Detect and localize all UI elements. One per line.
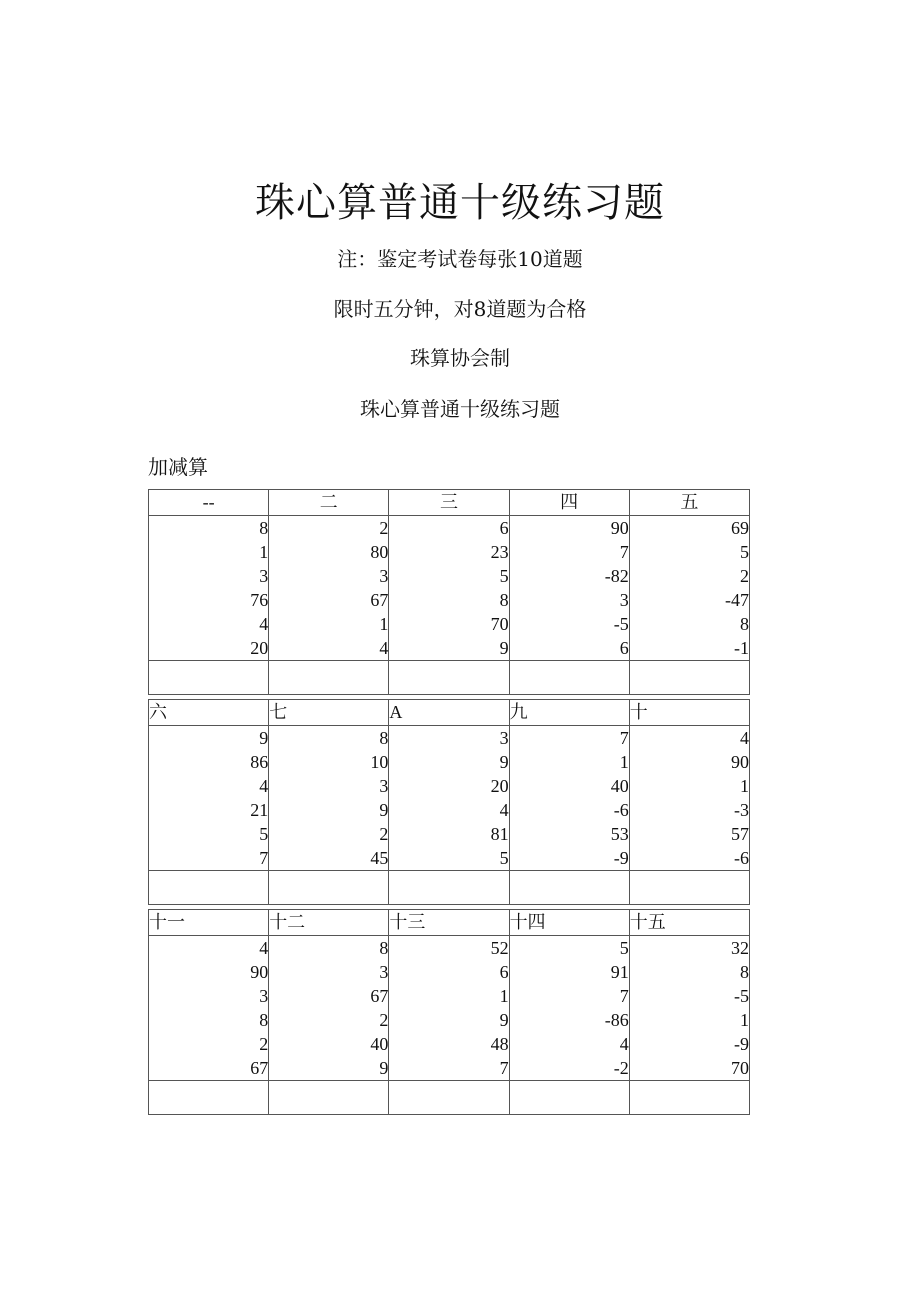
note-line-2: 限时五分钟，对8道题为合格 [333,297,587,321]
operand-cell: 3 [149,564,269,588]
operand-cell: 4 [149,774,269,798]
problem-number: 十 [629,700,749,726]
answer-cell[interactable] [269,1081,389,1115]
operand-cell: -82 [509,564,629,588]
problem-number: 三 [389,490,509,516]
operand-cell: 3 [269,564,389,588]
problem-number: 十四 [509,910,629,936]
operand-cell: 8 [149,516,269,541]
table-row [149,1032,750,1056]
answer-row [149,871,750,905]
operand-cell: 23 [389,540,509,564]
operand-cell: 7 [509,984,629,1008]
operand-cell: 2 [149,1032,269,1056]
operand-cell: 3 [269,960,389,984]
operand-cell: 6 [389,960,509,984]
operand-cell: 9 [269,1056,389,1081]
operand-cell: 9 [389,636,509,661]
operand-cell: 6 [389,516,509,541]
operand-cell: 7 [509,726,629,751]
operand-cell: 3 [149,984,269,1008]
operand-cell: 5 [149,822,269,846]
operand-cell: 6 [509,636,629,661]
operand-cell: -5 [629,984,749,1008]
note-line-3: 珠算协会制 [410,346,510,370]
operand-cell: 81 [389,822,509,846]
operand-cell: 2 [269,1008,389,1032]
operand-cell: 45 [269,846,389,871]
operand-cell: 4 [149,612,269,636]
answer-cell[interactable] [629,661,749,695]
operand-cell: 4 [269,636,389,661]
problem-number: 九 [509,700,629,726]
table-row [149,516,750,541]
operand-cell: 40 [269,1032,389,1056]
operand-cell: 67 [149,1056,269,1081]
operand-cell: 3 [389,726,509,751]
operand-cell: -9 [629,1032,749,1056]
operand-cell: 9 [269,798,389,822]
operand-cell: -5 [509,612,629,636]
operand-cell: -9 [509,846,629,871]
table-row [149,798,750,822]
table-row [149,822,750,846]
table-row [149,750,750,774]
answer-row [149,1081,750,1115]
operand-cell: 70 [389,612,509,636]
problem-number: 七 [269,700,389,726]
table-row [149,636,750,661]
problem-number: -- [149,490,269,516]
operand-cell: 53 [509,822,629,846]
block-header-row [149,910,750,936]
operand-cell: 32 [629,936,749,961]
operand-cell: 2 [629,564,749,588]
answer-cell[interactable] [389,661,509,695]
operand-cell: 7 [389,1056,509,1081]
answer-cell[interactable] [389,1081,509,1115]
answer-row [149,661,750,695]
operand-cell: 1 [389,984,509,1008]
operand-cell: 3 [509,588,629,612]
operand-cell: 8 [389,588,509,612]
operand-cell: 2 [269,516,389,541]
problem-number: 十三 [389,910,509,936]
table-row [149,588,750,612]
operand-cell: 90 [629,750,749,774]
operand-cell: 20 [389,774,509,798]
table-row [149,1008,750,1032]
table-row [149,1056,750,1081]
operand-cell: 5 [629,540,749,564]
operand-cell: 67 [269,984,389,1008]
operand-cell: 91 [509,960,629,984]
answer-cell[interactable] [389,871,509,905]
problem-number: 四 [509,490,629,516]
operand-cell: 90 [509,516,629,541]
answer-cell[interactable] [509,661,629,695]
table-row [149,960,750,984]
operand-cell: 2 [269,822,389,846]
operand-cell: 90 [149,960,269,984]
note-line-4: 珠心算普通十级练习题 [360,397,560,421]
answer-cell[interactable] [149,871,269,905]
operand-cell: 3 [269,774,389,798]
operand-cell: 4 [509,1032,629,1056]
operand-cell: 7 [509,540,629,564]
operand-cell: 8 [269,726,389,751]
exercise-table [148,489,750,1115]
problem-number: 十二 [269,910,389,936]
section-label: 加减算 [148,455,208,479]
operand-cell: -86 [509,1008,629,1032]
problem-number: 十五 [629,910,749,936]
operand-cell: 52 [389,936,509,961]
table-row [149,540,750,564]
operand-cell: 80 [269,540,389,564]
operand-cell: 5 [509,936,629,961]
operand-cell: 1 [509,750,629,774]
problem-number: 十一 [149,910,269,936]
table-row [149,726,750,751]
operand-cell: 7 [149,846,269,871]
block-header-row [149,700,750,726]
operand-cell: -1 [629,636,749,661]
operand-cell: 1 [149,540,269,564]
operand-cell: -3 [629,798,749,822]
answer-cell[interactable] [149,661,269,695]
operand-cell: 5 [389,846,509,871]
table-row [149,984,750,1008]
operand-cell: 8 [629,960,749,984]
operand-cell: 9 [389,750,509,774]
problem-number: 二 [269,490,389,516]
answer-cell[interactable] [509,871,629,905]
operand-cell: 8 [149,1008,269,1032]
operand-cell: 5 [389,564,509,588]
answer-cell[interactable] [269,871,389,905]
operand-cell: 10 [269,750,389,774]
table-row [149,846,750,871]
operand-cell: 1 [629,1008,749,1032]
page-title: 珠心算普通十级练习题 [255,180,665,226]
operand-cell: -2 [509,1056,629,1081]
table-row [149,564,750,588]
table-row [149,612,750,636]
operand-cell: 1 [269,612,389,636]
operand-cell: 9 [389,1008,509,1032]
operand-cell: 4 [629,726,749,751]
note-line-1: 注：鉴定考试卷每张10道题 [337,247,583,271]
operand-cell: 4 [149,936,269,961]
answer-cell[interactable] [629,1081,749,1115]
problem-number: 六 [149,700,269,726]
answer-cell[interactable] [149,1081,269,1115]
answer-cell[interactable] [269,661,389,695]
operand-cell: 76 [149,588,269,612]
problem-number: 五 [629,490,749,516]
operand-cell: 4 [389,798,509,822]
operand-cell: 86 [149,750,269,774]
operand-cell: 21 [149,798,269,822]
operand-cell: -6 [509,798,629,822]
operand-cell: 48 [389,1032,509,1056]
operand-cell: 8 [629,612,749,636]
table-row [149,936,750,961]
operand-cell: 57 [629,822,749,846]
operand-cell: 40 [509,774,629,798]
operand-cell: 8 [269,936,389,961]
operand-cell: 1 [629,774,749,798]
operand-cell: 69 [629,516,749,541]
operand-cell: 9 [149,726,269,751]
problem-number: A [389,700,509,726]
answer-cell[interactable] [629,871,749,905]
operand-cell: 70 [629,1056,749,1081]
operand-cell: 20 [149,636,269,661]
block-header-row [149,490,750,516]
operand-cell: 67 [269,588,389,612]
table-row [149,774,750,798]
operand-cell: -47 [629,588,749,612]
operand-cell: -6 [629,846,749,871]
answer-cell[interactable] [509,1081,629,1115]
